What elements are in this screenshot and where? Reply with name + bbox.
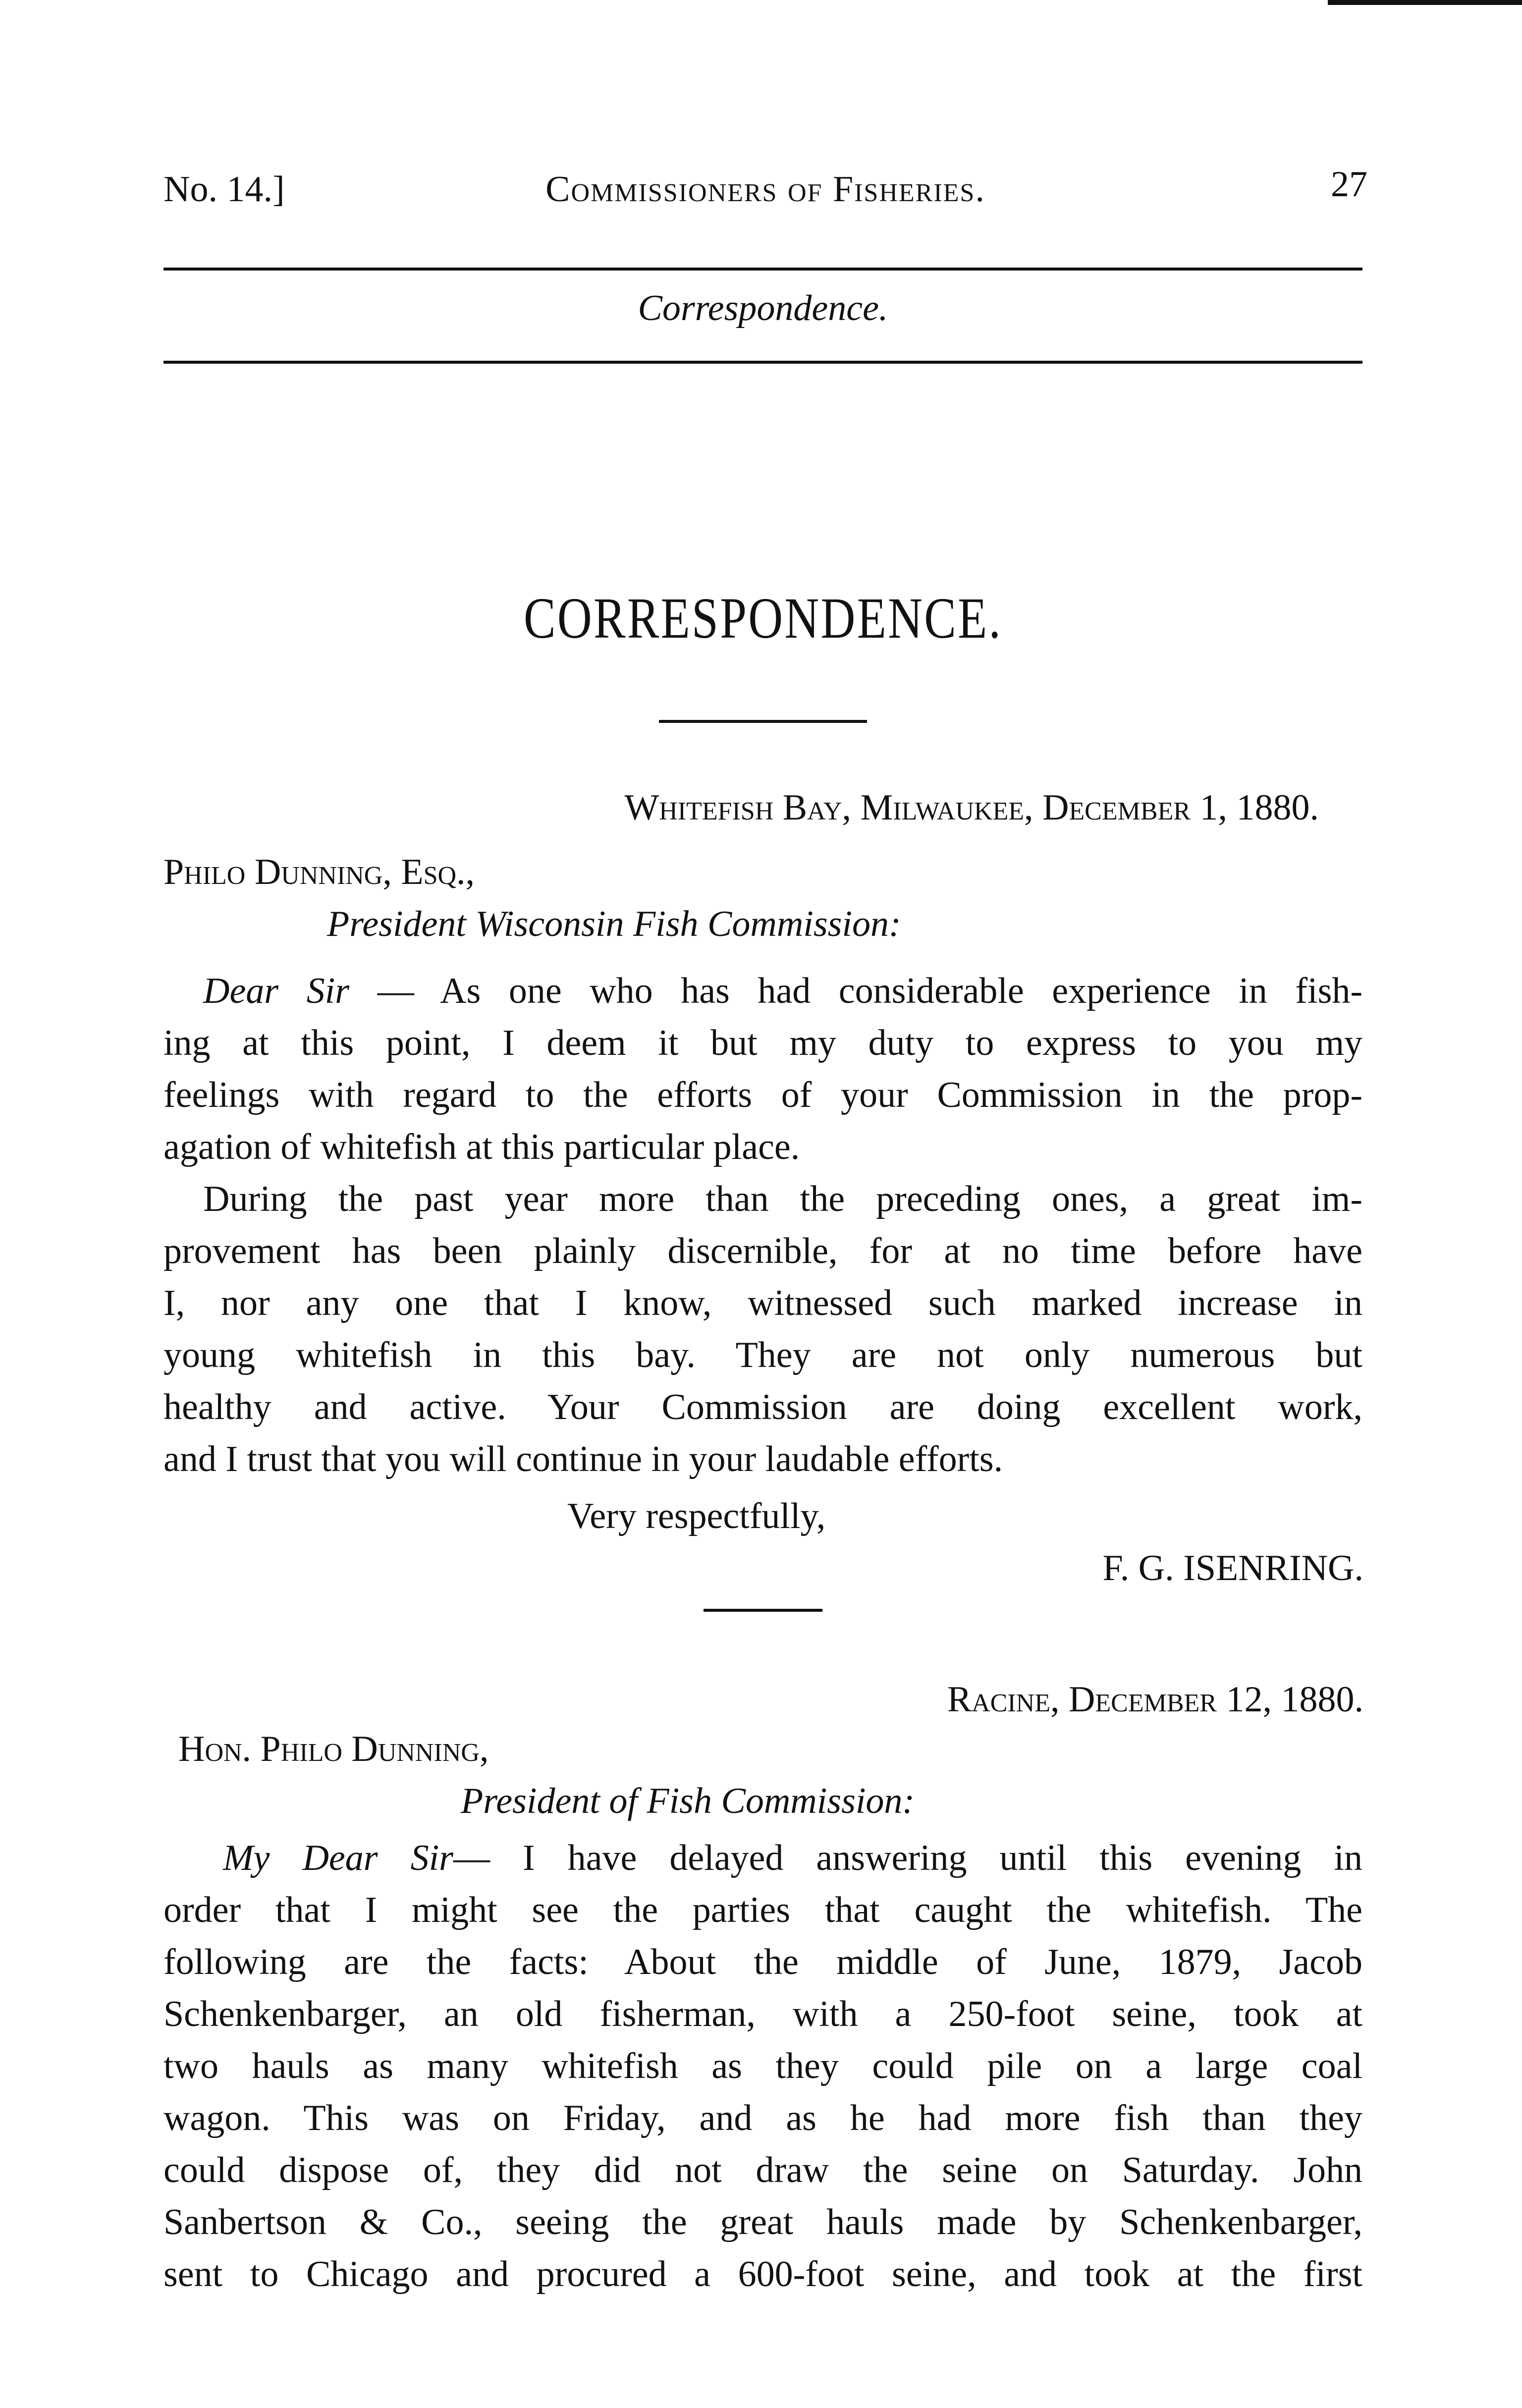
header-rule-top <box>163 268 1362 271</box>
letter-divider <box>704 1609 822 1612</box>
letter1-line-8: young whitefish in this bay. They are not only numerous but <box>163 1335 1362 1375</box>
doc-number: No. 14.] <box>163 169 285 210</box>
letter2-line-8: Sanbertson & Co., seeing the great hauls made by Schenkenbarger, <box>163 2202 1362 2243</box>
letter2-line-1 <box>223 1833 1362 1883</box>
running-head <box>163 159 1367 218</box>
letter1-addressee-title: President Wisconsin Fish Commission: <box>327 904 901 944</box>
letter2-line-2: order that I might see the parties that caught the whitefish. The <box>163 1890 1362 1930</box>
letter1-closing: Very respectfully, <box>567 1496 826 1536</box>
letter1-dateline: Whitefish Bay, Milwaukee, December 1, 1880. <box>624 787 1319 828</box>
letter2-line-3: following are the facts: About the middle of June, 1879, Jacob <box>163 1942 1362 1982</box>
letter1-line-2: ing at this point, I deem it but my duty to express to you my <box>163 1023 1362 1063</box>
section-subhead: Correspondence. <box>638 288 888 328</box>
letter1-signature: F. G. ISENRING. <box>1102 1548 1363 1588</box>
letter2-salutation: My Dear Sir <box>223 1838 453 1878</box>
letter2-addressee: Hon. Philo Dunning, <box>178 1729 489 1769</box>
letter2-line-1-text: — I have delayed answering until this evening in <box>453 1838 1362 1878</box>
letter1-line-1 <box>203 966 1362 1016</box>
letter1-addressee: Philo Dunning, Esq., <box>163 852 475 892</box>
letter1-salutation: Dear Sir <box>203 971 349 1011</box>
letter1-line-1-text: — As one who has had considerable experience in fish- <box>377 971 1363 1011</box>
running-title: Commissioners of Fisheries. <box>545 169 985 210</box>
main-title: CORRESPONDENCE. <box>524 586 1002 651</box>
letter1-line-4: agation of whitefish at this particular place. <box>163 1127 800 1167</box>
page-number: 27 <box>1331 164 1367 205</box>
letter2-dateline: Racine, December 12, 1880. <box>947 1679 1363 1720</box>
title-divider <box>659 720 867 723</box>
letter1-line-5: During the past year more than the preceding ones, a great im- <box>203 1179 1362 1219</box>
letter2-line-4: Schenkenbarger, an old fisherman, with a 250-foot seine, took at <box>163 1994 1362 2034</box>
top-edge-rule <box>1328 0 1522 5</box>
letter1-line-7: I, nor any one that I know, witnessed such marked increase in <box>163 1283 1362 1323</box>
letter2-line-6: wagon. This was on Friday, and as he had more fish than they <box>163 2098 1362 2138</box>
letter1-line-3: feelings with regard to the efforts of your Commission in the prop- <box>163 1075 1362 1115</box>
letter2-line-5: two hauls as many whitefish as they could pile on a large coal <box>163 2046 1362 2086</box>
header-rule-bottom <box>163 361 1362 364</box>
letter2-addressee-title: President of Fish Commission: <box>461 1781 915 1821</box>
letter1-line-9: healthy and active. Your Commission are doing excellent work, <box>163 1387 1362 1427</box>
letter1-line-6: provement has been plainly discernible, for at no time before have <box>163 1231 1362 1271</box>
letter2-line-7: could dispose of, they did not draw the seine on Saturday. John <box>163 2150 1362 2190</box>
letter2-line-9: sent to Chicago and procured a 600-foot seine, and took at the first <box>163 2254 1362 2295</box>
letter1-line-10: and I trust that you will continue in your laudable efforts. <box>163 1439 1003 1479</box>
